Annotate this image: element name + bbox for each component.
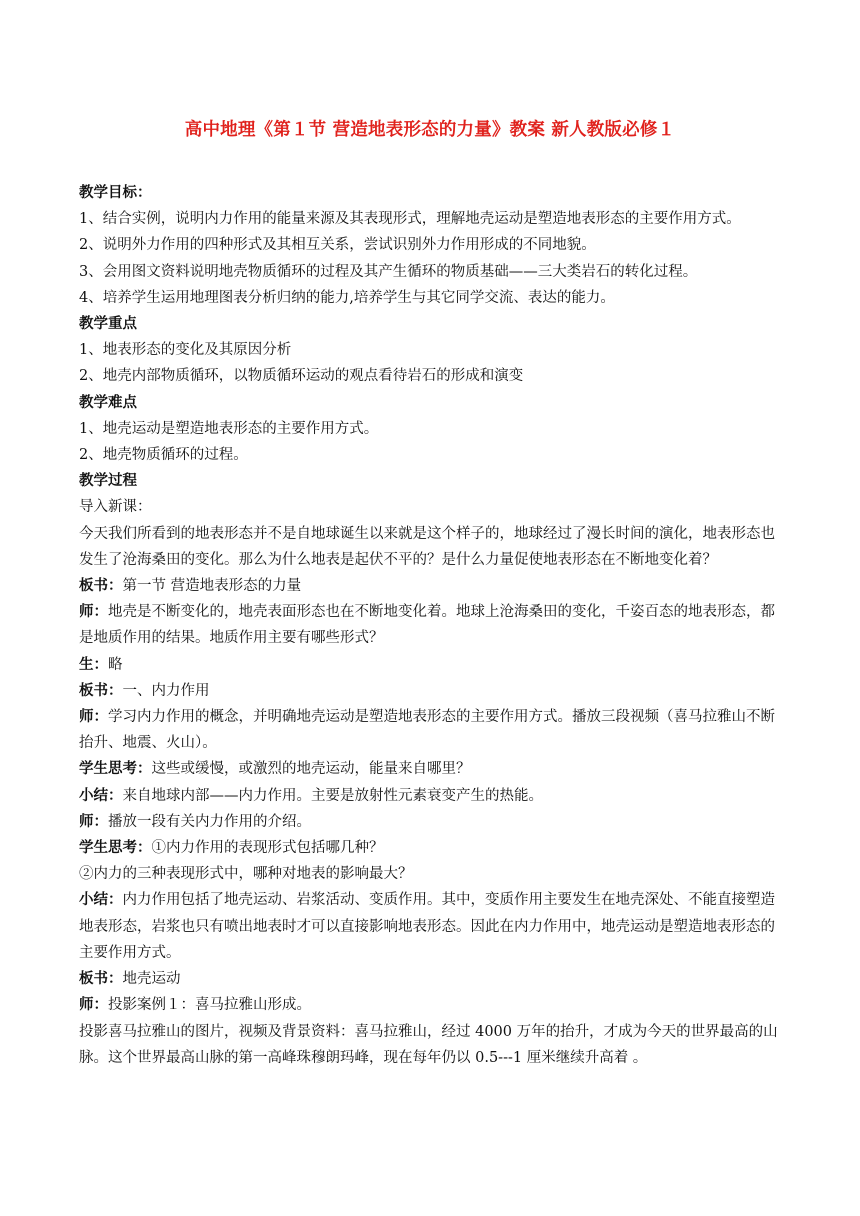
line-text: 地壳运动 (122, 971, 181, 988)
speaker-label: 学生思考： (79, 760, 152, 778)
intro-label: 导入新课： (79, 499, 152, 516)
line-text: ②内力的三种表现形式中，哪种对地表的影响最大？ (79, 866, 413, 883)
objective-item: 2、说明外力作用的四种形式及其相互关系，尝试识别外力作用形成的不同地貌。 (79, 237, 596, 254)
line-text: 略 (108, 656, 123, 673)
process-line (79, 678, 785, 704)
speaker-label: 板书： (79, 577, 123, 595)
line-text: 来自地球内部——内力作用。主要是放射性元素衰变产生的热能。 (122, 787, 543, 804)
process-line (79, 809, 785, 835)
process-line (79, 887, 785, 966)
objectives-heading: 教学目标： (79, 184, 152, 201)
process-line (79, 756, 785, 782)
line-text: 一、内力作用 (122, 682, 210, 699)
speaker-label: 板书： (79, 681, 123, 699)
difficulty-item: 1、地壳运动是塑造地表形态的主要作用方式。 (79, 420, 379, 437)
difficulty-item: 2、地壳物质循环的过程。 (79, 447, 248, 464)
speaker-label: 师： (79, 603, 108, 621)
line-text: 投影案例１：喜马拉雅山形成。 (108, 997, 311, 1014)
process-line (79, 783, 785, 809)
process-line (79, 835, 785, 861)
process-line (79, 861, 785, 887)
line-text: 这些或缓慢，或激烈的地壳运动，能量来自哪里？ (151, 761, 471, 778)
speaker-label: 学生思考： (79, 839, 152, 857)
line-text: 第一节 营造地表形态的力量 (122, 578, 302, 595)
document-title: 高中地理《第１节 营造地表形态的力量》教案 新人教版必修１ (184, 120, 676, 140)
line-text: 地壳是不断变化的，地壳表面形态也在不断地变化着。地球上沧海桑田的变化，千姿百态的地表形态，都是地质作用的结果。地质作用主要有哪些形式？ (79, 604, 775, 647)
line-text: 播放一段有关内力作用的介绍。 (108, 813, 311, 830)
process-line (79, 573, 785, 599)
line-text: 学习内力作用的概念，并明确地壳运动是塑造地表形态的主要作用方式。播放三段视频（喜马拉雅山不断抬升、地震、火山）。 (79, 709, 775, 752)
speaker-label: 生： (79, 655, 108, 673)
process-line (79, 966, 785, 992)
difficulties-heading: 教学难点 (79, 393, 137, 411)
objective-item: 3、会用图文资料说明地壳物质循环的过程及其产生循环的物质基础——三大类岩石的转化过程。 (79, 263, 698, 280)
document-body (79, 180, 785, 1071)
line-text: 投影喜马拉雅山的图片，视频及背景资料：喜马拉雅山，经过 4000 万年的抬升，才成为今天的世界最高的山脉。这个世界最高山脉的第一高峰珠穆朗玛峰，现在每年仍以 0.5---1 厘米继续升高着 。 (79, 1023, 778, 1066)
intro-text: 今天我们所看到的地表形态并不是自地球诞生以来就是这个样子的，地球经过了漫长时间的演化，地表形态也发生了沧海桑田的变化。那么为什么地表是起伏不平的？是什么力量促使地表形态在不断地变化着？ (79, 525, 775, 568)
key-point-item: 1、地表形态的变化及其原因分析 (79, 342, 292, 359)
process-line (79, 704, 785, 756)
line-text: ①内力作用的表现形式包括哪几种？ (151, 840, 384, 857)
objective-item: 1、结合实例，说明内力作用的能量来源及其表现形式，理解地壳运动是塑造地表形态的主要作用方式。 (79, 211, 741, 228)
objective-item: 4、培养学生运用地理图表分析归纳的能力,培养学生与其它同学交流、表达的能力。 (79, 289, 615, 306)
speaker-label: 小结： (79, 786, 123, 804)
speaker-label: 师： (79, 812, 108, 830)
speaker-label: 师： (79, 996, 108, 1014)
process-line (79, 599, 785, 651)
key-point-item: 2、地壳内部物质循环，以物质循环运动的观点看待岩石的形成和演变 (79, 368, 524, 385)
process-line (79, 992, 785, 1018)
process-line (79, 1019, 785, 1071)
process-line (79, 652, 785, 678)
key-points-heading: 教学重点 (79, 315, 137, 333)
speaker-label: 小结： (79, 891, 123, 909)
line-text: 内力作用包括了地壳运动、岩浆活动、变质作用。其中，变质作用主要发生在地壳深处、不能直接塑造地表形态，岩浆也只有喷出地表时才可以直接影响地表形态。因此在内力作用中，地壳运动是塑造地表形态的主要作用方式。 (79, 892, 775, 961)
process-heading: 教学过程 (79, 472, 137, 490)
speaker-label: 板书： (79, 970, 123, 988)
speaker-label: 师： (79, 708, 108, 726)
